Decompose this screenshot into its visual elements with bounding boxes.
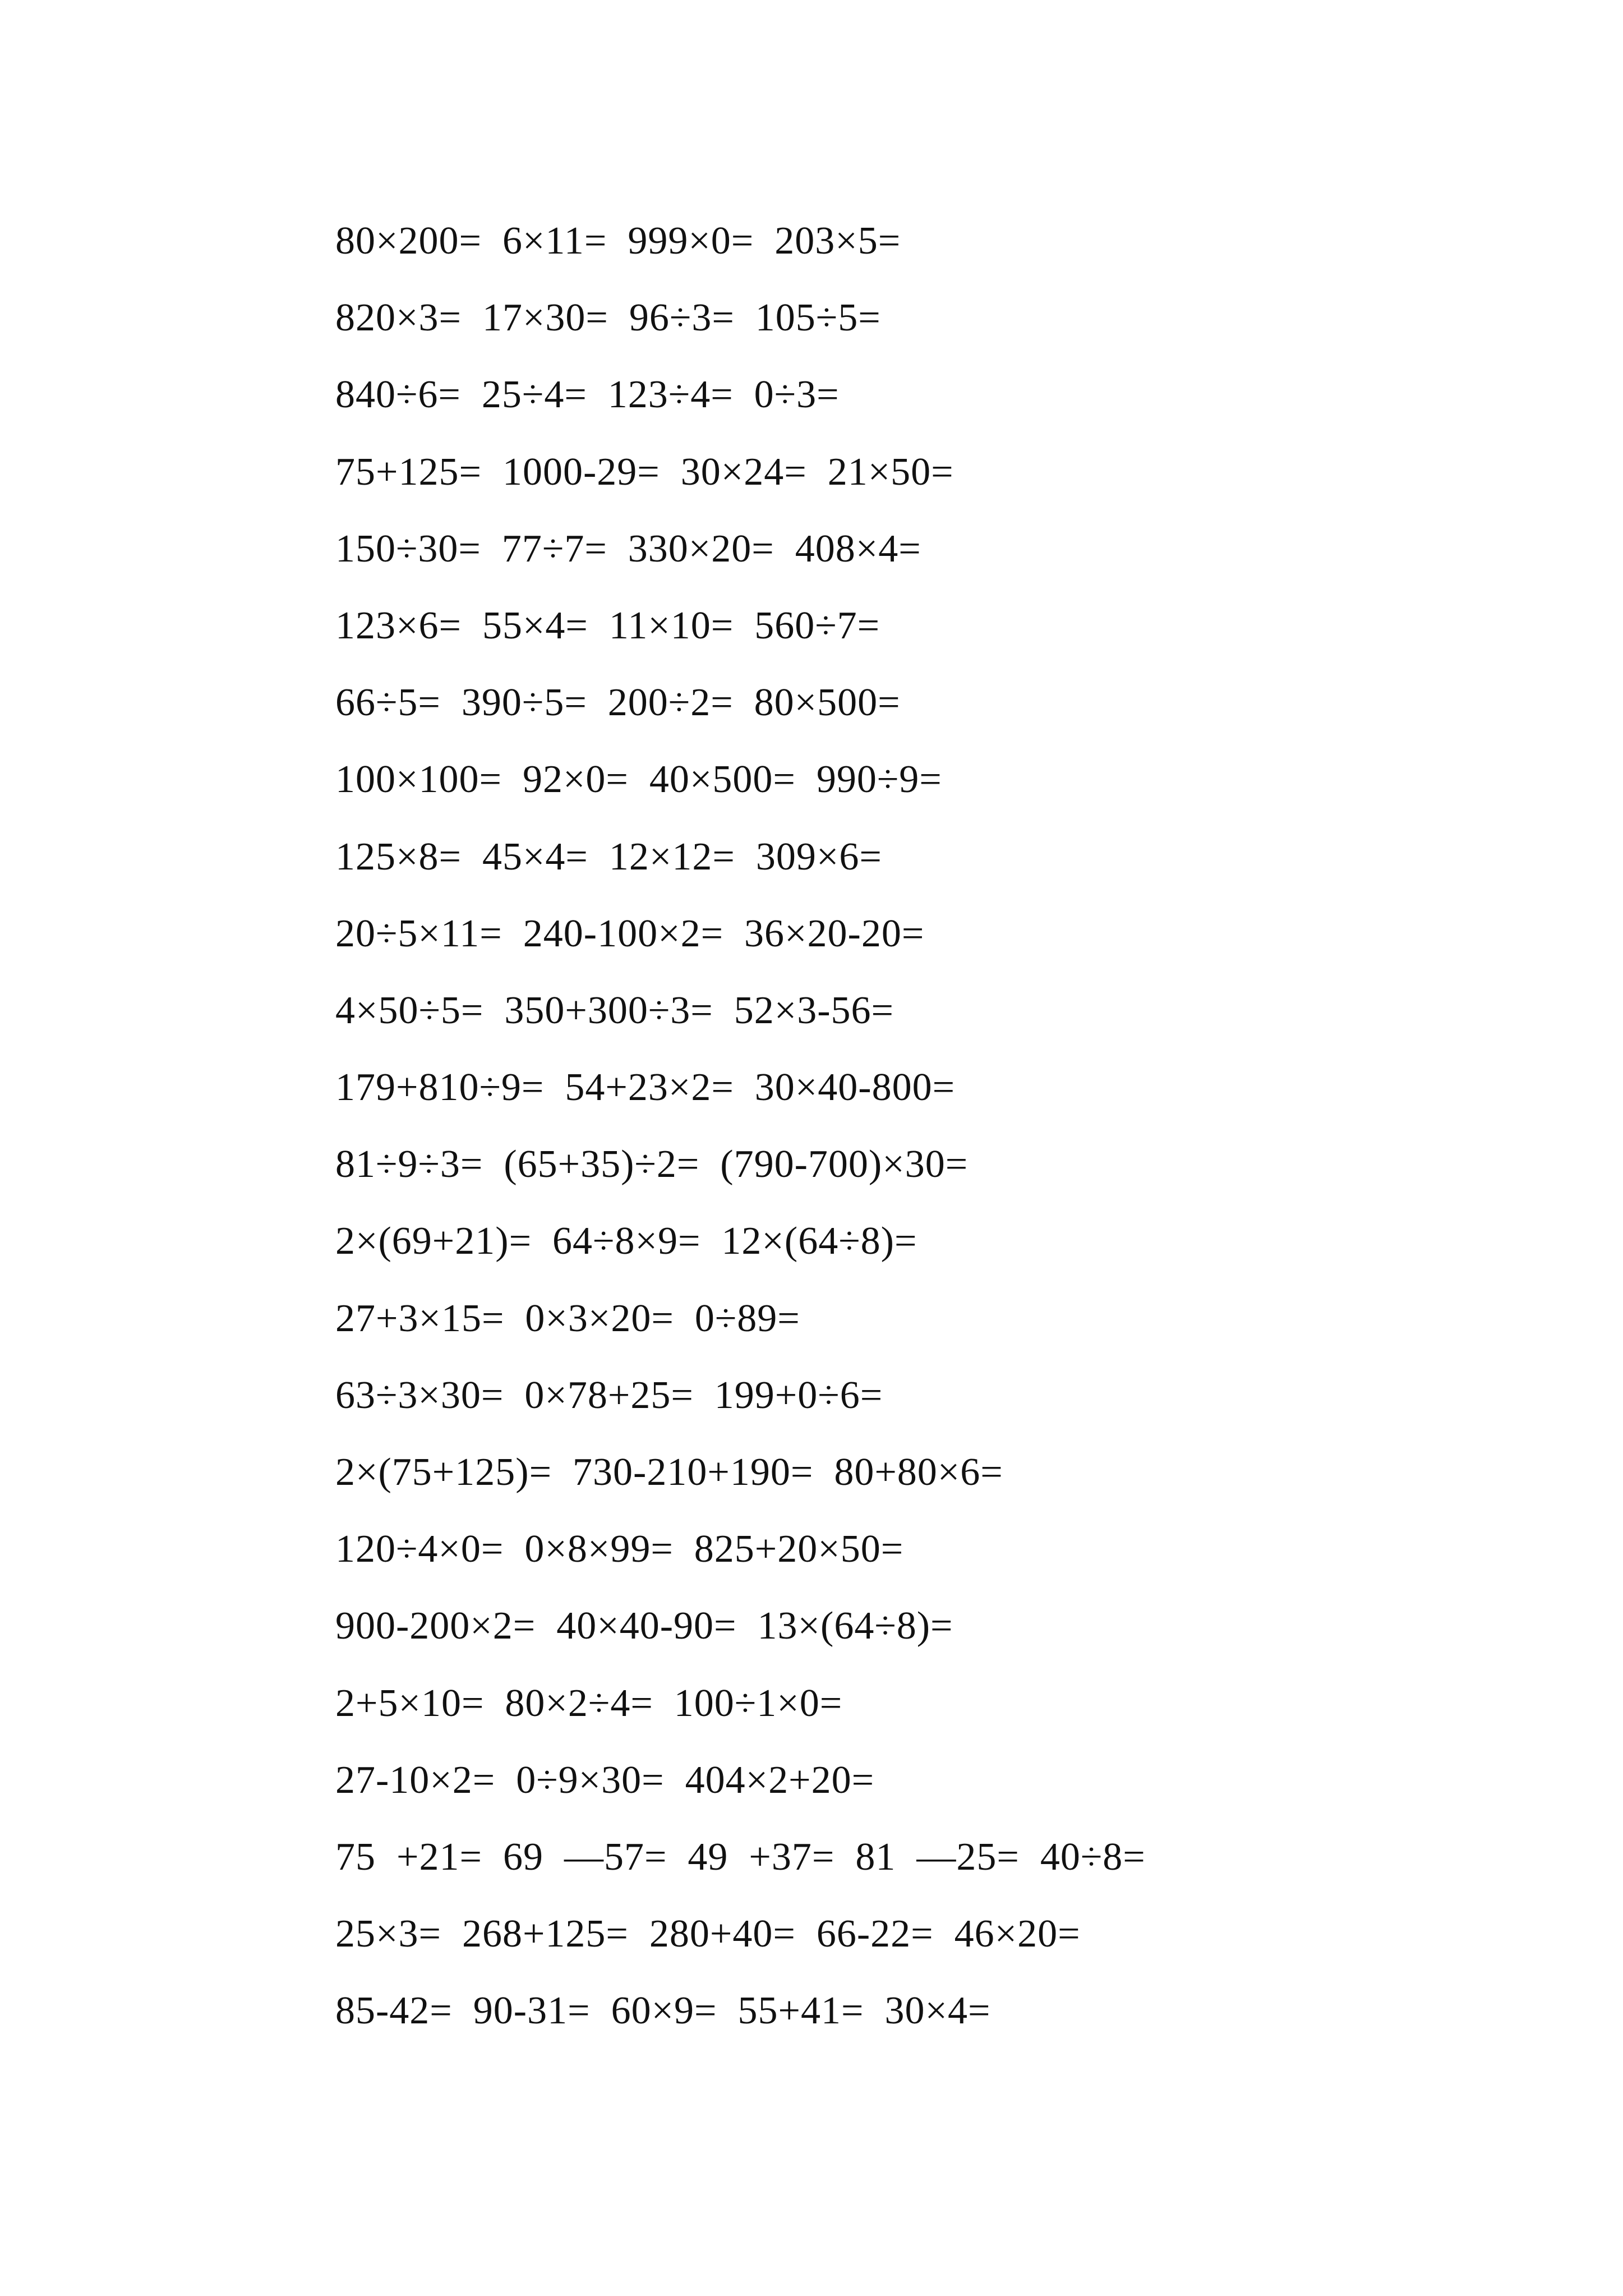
- problem-row: 820×3= 17×30= 96÷3= 105÷5=: [335, 296, 881, 340]
- problem-row: 2×(69+21)= 64÷8×9= 12×(64÷8)=: [335, 1220, 917, 1263]
- problem-row: 179+810÷9= 54+23×2= 30×40-800=: [335, 1066, 956, 1110]
- problem-row: 80×200= 6×11= 999×0= 203×5=: [335, 219, 901, 263]
- problem-row: 25×3= 268+125= 280+40= 66-22= 46×20=: [335, 1912, 1081, 1956]
- problem-row: 4×50÷5= 350+300÷3= 52×3-56=: [335, 988, 895, 1032]
- problem-row: 85-42= 90-31= 60×9= 55+41= 30×4=: [335, 1989, 991, 2033]
- problem-row: 2×(75+125)= 730-210+190= 80+80×6=: [335, 1451, 1003, 1494]
- problem-row: 125×8= 45×4= 12×12= 309×6=: [335, 835, 882, 878]
- problem-row: 900-200×2= 40×40-90= 13×(64÷8)=: [335, 1604, 953, 1648]
- problem-row: 66÷5= 390÷5= 200÷2= 80×500=: [335, 681, 901, 725]
- problem-row: 63÷3×30= 0×78+25= 199+0÷6=: [335, 1373, 883, 1417]
- problem-row: 75+125= 1000-29= 30×24= 21×50=: [335, 450, 954, 494]
- problem-row: 27+3×15= 0×3×20= 0÷89=: [335, 1296, 800, 1340]
- problem-row: 75 +21= 69 —57= 49 +37= 81 —25= 40÷8=: [335, 1835, 1146, 1879]
- problem-list: [335, 216, 1569, 2063]
- problem-row: 2+5×10= 80×2÷4= 100÷1×0=: [335, 1681, 843, 1725]
- problem-row: 100×100= 92×0= 40×500= 990÷9=: [335, 758, 942, 802]
- problem-row: 27-10×2= 0÷9×30= 404×2+20=: [335, 1758, 875, 1802]
- problem-row: 20÷5×11= 240-100×2= 36×20-20=: [335, 912, 925, 955]
- problem-row: 123×6= 55×4= 11×10= 560÷7=: [335, 604, 880, 647]
- problem-row: 81÷9÷3= (65+35)÷2= (790-700)×30=: [335, 1143, 969, 1186]
- problem-row: 840÷6= 25÷4= 123÷4= 0÷3=: [335, 373, 840, 417]
- problem-row: 150÷30= 77÷7= 330×20= 408×4=: [335, 527, 921, 570]
- problem-row: 120÷4×0= 0×8×99= 825+20×50=: [335, 1527, 904, 1571]
